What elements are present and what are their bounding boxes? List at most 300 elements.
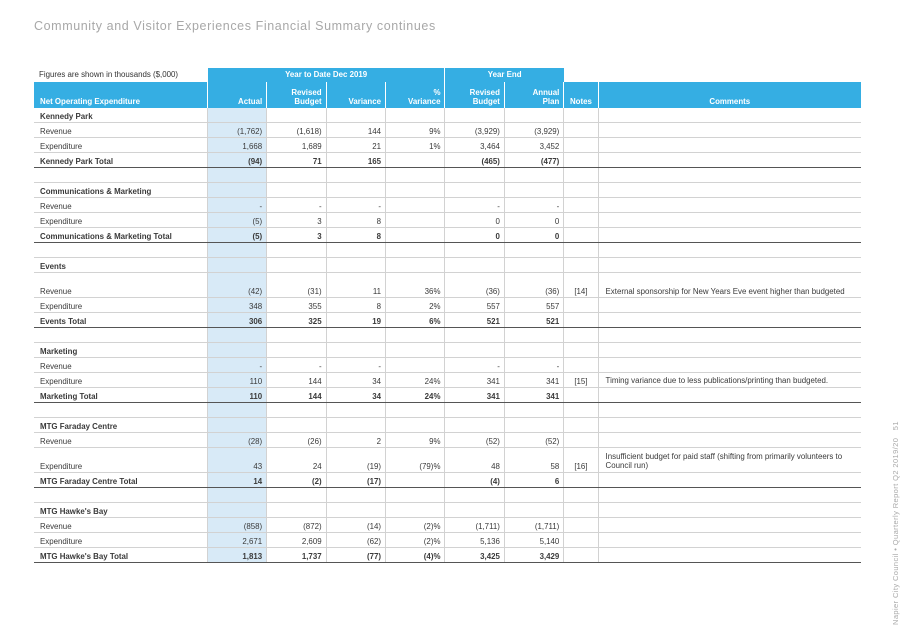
cell-actual: 110 [207,387,266,402]
table-row [34,358,861,373]
row-label: Revenue [34,198,207,213]
cell-revised-budget-ytd: (26) [267,432,326,447]
row-label: Expenditure [34,447,207,472]
cell-annual-plan: 3,429 [504,547,563,562]
cell-revised-budget-ye [445,242,504,257]
cell-actual: (42) [207,273,266,298]
column-header-row [34,82,861,108]
cell-variance: (17) [326,472,385,487]
cell-actual: 14 [207,472,266,487]
table-row [34,432,861,447]
cell-annual-plan: 341 [504,372,563,387]
row-label: Kennedy Park Total [34,153,207,168]
cell-actual [207,183,266,198]
cell-annual-plan: 557 [504,298,563,313]
row-label: MTG Hawke's Bay [34,503,207,518]
row-label [34,487,207,502]
cell-revised-budget-ytd: 71 [267,153,326,168]
cell-comment: Timing variance due to less publications/printing than budgeted. [598,372,861,387]
cell-variance [326,327,385,342]
cell-actual [207,418,266,433]
cell-actual [207,258,266,273]
cell-annual-plan [504,327,563,342]
row-label: Expenditure [34,138,207,153]
row-label: Events [34,258,207,273]
cell-revised-budget-ytd [267,402,326,417]
year-end-group-header: Year End [445,68,564,82]
row-label: Revenue [34,517,207,532]
cell-annual-plan: (477) [504,153,563,168]
cell-annual-plan: - [504,198,563,213]
cell-comment [598,198,861,213]
spacer-row [34,402,861,417]
cell-pct-variance [386,228,445,243]
cell-actual: 306 [207,313,266,328]
cell-actual: - [207,358,266,373]
cell-actual [207,108,266,123]
cell-notes: [14] [564,273,598,298]
cell-variance [326,242,385,257]
cell-revised-budget-ye: (4) [445,472,504,487]
cell-annual-plan [504,487,563,502]
total-row [34,472,861,487]
cell-comment [598,487,861,502]
cell-actual [207,242,266,257]
section-row [34,343,861,358]
row-label: Revenue [34,432,207,447]
cell-revised-budget-ye: 48 [445,447,504,472]
cell-annual-plan [504,183,563,198]
cell-comment [598,503,861,518]
col-header-revised-budget-ytd: Revised Budget [267,82,326,108]
cell-comment [598,472,861,487]
cell-variance: - [326,358,385,373]
row-label: Revenue [34,358,207,373]
cell-notes [564,327,598,342]
cell-pct-variance [386,402,445,417]
row-label: Communications & Marketing Total [34,228,207,243]
col-header-variance: Variance [326,82,385,108]
cell-revised-budget-ye: 3,425 [445,547,504,562]
financial-summary-table [34,68,861,563]
cell-comment [598,108,861,123]
cell-revised-budget-ytd [267,258,326,273]
cell-variance: 34 [326,372,385,387]
cell-variance [326,503,385,518]
section-row [34,258,861,273]
cell-actual: (5) [207,213,266,228]
cell-revised-budget-ye [445,503,504,518]
cell-notes [564,532,598,547]
cell-comment [598,183,861,198]
cell-revised-budget-ytd: 144 [267,372,326,387]
cell-annual-plan [504,343,563,358]
cell-actual [207,402,266,417]
cell-variance: 8 [326,298,385,313]
cell-annual-plan [504,242,563,257]
cell-revised-budget-ytd [267,503,326,518]
row-label [34,402,207,417]
cell-annual-plan: 521 [504,313,563,328]
cell-annual-plan: 0 [504,228,563,243]
cell-comment [598,358,861,373]
cell-pct-variance: 24% [386,372,445,387]
section-row [34,108,861,123]
cell-pct-variance [386,168,445,183]
cell-annual-plan: (36) [504,273,563,298]
cell-annual-plan [504,503,563,518]
cell-actual: (94) [207,153,266,168]
cell-revised-budget-ytd: 24 [267,447,326,472]
cell-variance: (62) [326,532,385,547]
cell-variance [326,258,385,273]
total-row [34,313,861,328]
cell-revised-budget-ye: (465) [445,153,504,168]
col-header-revised-budget-ye: Revised Budget [445,82,504,108]
cell-actual [207,343,266,358]
row-label: MTG Faraday Centre [34,418,207,433]
cell-actual: 348 [207,298,266,313]
cell-revised-budget-ytd [267,168,326,183]
cell-revised-budget-ye: 5,136 [445,532,504,547]
cell-notes [564,198,598,213]
cell-pct-variance [386,198,445,213]
cell-notes [564,418,598,433]
cell-revised-budget-ytd [267,327,326,342]
cell-comment [598,213,861,228]
row-label: Expenditure [34,213,207,228]
total-row [34,228,861,243]
cell-annual-plan [504,108,563,123]
page-title: Community and Visitor Experiences Financial Summary continues [34,19,436,33]
cell-pct-variance: (2)% [386,517,445,532]
cell-comment [598,298,861,313]
cell-revised-budget-ye: (52) [445,432,504,447]
cell-pct-variance [386,183,445,198]
cell-actual: 2,671 [207,532,266,547]
cell-revised-budget-ytd: - [267,358,326,373]
cell-annual-plan [504,168,563,183]
cell-revised-budget-ytd [267,418,326,433]
col-header-label: Net Operating Expenditure [34,82,207,108]
cell-revised-budget-ytd [267,343,326,358]
cell-revised-budget-ytd: 1,689 [267,138,326,153]
cell-pct-variance [386,327,445,342]
cell-actual [207,327,266,342]
cell-revised-budget-ye [445,183,504,198]
cell-revised-budget-ye: (36) [445,273,504,298]
cell-notes [564,547,598,562]
cell-pct-variance [386,418,445,433]
cell-annual-plan: (52) [504,432,563,447]
cell-variance: 19 [326,313,385,328]
cell-annual-plan: (1,711) [504,517,563,532]
cell-pct-variance: 6% [386,313,445,328]
row-label [34,327,207,342]
side-footer [891,421,900,625]
report-name: Napier City Council • Quarterly Report Q2 2019/20 [891,437,900,625]
cell-pct-variance [386,108,445,123]
cell-comment [598,228,861,243]
cell-variance: 2 [326,432,385,447]
table-row [34,298,861,313]
cell-variance [326,183,385,198]
cell-pct-variance [386,358,445,373]
table-row [34,532,861,547]
cell-comment [598,547,861,562]
cell-comment [598,242,861,257]
table-row [34,213,861,228]
cell-variance: 8 [326,213,385,228]
cell-pct-variance: 1% [386,138,445,153]
cell-revised-budget-ye: 557 [445,298,504,313]
cell-revised-budget-ye: 341 [445,372,504,387]
cell-variance: 21 [326,138,385,153]
cell-notes [564,153,598,168]
table-row [34,198,861,213]
col-header-actual: Actual [207,82,266,108]
cell-notes [564,213,598,228]
cell-pct-variance: (79)% [386,447,445,472]
spacer-row [34,242,861,257]
cell-variance: (77) [326,547,385,562]
cell-annual-plan: - [504,358,563,373]
cell-variance [326,487,385,502]
cell-actual: (28) [207,432,266,447]
cell-revised-budget-ye: (1,711) [445,517,504,532]
table-row [34,447,861,472]
cell-pct-variance [386,153,445,168]
cell-comment [598,327,861,342]
cell-pct-variance [386,503,445,518]
cell-annual-plan: 5,140 [504,532,563,547]
cell-comment [598,402,861,417]
cell-revised-budget-ytd [267,242,326,257]
cell-comment [598,432,861,447]
row-label [34,242,207,257]
cell-pct-variance: 2% [386,298,445,313]
cell-comment [598,343,861,358]
spacer-row [34,487,861,502]
cell-comment [598,258,861,273]
cell-notes [564,258,598,273]
spacer-row [34,327,861,342]
cell-revised-budget-ye: 341 [445,387,504,402]
cell-comment [598,123,861,138]
cell-annual-plan: 6 [504,472,563,487]
cell-pct-variance: (4)% [386,547,445,562]
cell-pct-variance [386,242,445,257]
cell-notes [564,138,598,153]
table-row [34,273,861,298]
cell-annual-plan: 3,452 [504,138,563,153]
cell-notes: [15] [564,372,598,387]
cell-pct-variance: 36% [386,273,445,298]
table-row [34,123,861,138]
table-body [34,108,861,562]
cell-comment [598,532,861,547]
cell-pct-variance [386,258,445,273]
table-row [34,138,861,153]
cell-notes [564,503,598,518]
cell-notes [564,168,598,183]
cell-revised-budget-ytd: (872) [267,517,326,532]
figures-note: Figures are shown in thousands ($,000) [39,70,179,79]
total-row [34,153,861,168]
cell-comment [598,153,861,168]
cell-actual: (5) [207,228,266,243]
row-label: Marketing Total [34,387,207,402]
row-label: Revenue [34,273,207,298]
spacer-row [34,168,861,183]
cell-pct-variance: 9% [386,123,445,138]
cell-notes [564,343,598,358]
cell-revised-budget-ye [445,168,504,183]
cell-actual [207,503,266,518]
cell-notes [564,313,598,328]
cell-revised-budget-ytd [267,183,326,198]
cell-annual-plan: 0 [504,213,563,228]
cell-notes [564,432,598,447]
cell-comment: External sponsorship for New Years Eve event higher than budgeted [598,273,861,298]
cell-revised-budget-ye [445,487,504,502]
col-header-annual-plan: Annual Plan [504,82,563,108]
cell-variance: 34 [326,387,385,402]
cell-notes [564,472,598,487]
cell-revised-budget-ytd: (1,618) [267,123,326,138]
row-label: Communications & Marketing [34,183,207,198]
table-row [34,517,861,532]
cell-revised-budget-ye: 0 [445,213,504,228]
cell-revised-budget-ytd: - [267,198,326,213]
cell-revised-budget-ye: 0 [445,228,504,243]
row-label: MTG Hawke's Bay Total [34,547,207,562]
cell-actual: - [207,198,266,213]
cell-revised-budget-ytd: 3 [267,213,326,228]
cell-revised-budget-ytd: 144 [267,387,326,402]
col-header-notes: Notes [564,82,598,108]
cell-revised-budget-ytd: 355 [267,298,326,313]
cell-actual: (1,762) [207,123,266,138]
row-label: Expenditure [34,372,207,387]
cell-revised-budget-ytd: (2) [267,472,326,487]
cell-notes [564,487,598,502]
cell-pct-variance: 9% [386,432,445,447]
cell-actual: 43 [207,447,266,472]
cell-revised-budget-ytd: 1,737 [267,547,326,562]
cell-notes [564,228,598,243]
cell-annual-plan: 341 [504,387,563,402]
cell-pct-variance [386,487,445,502]
row-label: Revenue [34,123,207,138]
cell-revised-budget-ytd: (31) [267,273,326,298]
cell-comment [598,387,861,402]
cell-actual: (858) [207,517,266,532]
col-header-pct-variance: % Variance [386,82,445,108]
cell-variance [326,418,385,433]
cell-revised-budget-ye: 3,464 [445,138,504,153]
total-row [34,387,861,402]
cell-actual [207,487,266,502]
cell-variance: (14) [326,517,385,532]
cell-comment [598,313,861,328]
cell-revised-budget-ye: - [445,198,504,213]
table-row [34,372,861,387]
cell-pct-variance [386,213,445,228]
cell-notes [564,358,598,373]
cell-annual-plan [504,258,563,273]
cell-comment: Insufficient budget for paid staff (shifting from primarily volunteers to Council run) [598,447,861,472]
total-row [34,547,861,562]
cell-revised-budget-ye [445,108,504,123]
cell-actual: 110 [207,372,266,387]
cell-variance [326,402,385,417]
row-label: MTG Faraday Centre Total [34,472,207,487]
cell-variance: 144 [326,123,385,138]
cell-notes [564,183,598,198]
cell-pct-variance: 24% [386,387,445,402]
cell-variance: - [326,198,385,213]
cell-revised-budget-ytd [267,108,326,123]
section-row [34,503,861,518]
cell-revised-budget-ye [445,258,504,273]
cell-revised-budget-ye [445,418,504,433]
cell-notes [564,108,598,123]
col-header-comments: Comments [598,82,861,108]
page-number: 51 [891,421,900,431]
cell-revised-budget-ytd: 325 [267,313,326,328]
cell-annual-plan: (3,929) [504,123,563,138]
cell-notes [564,387,598,402]
cell-revised-budget-ye: 521 [445,313,504,328]
cell-pct-variance [386,472,445,487]
cell-comment [598,418,861,433]
cell-actual [207,168,266,183]
cell-notes [564,402,598,417]
row-label: Expenditure [34,298,207,313]
group-header-row [34,68,861,82]
cell-pct-variance [386,343,445,358]
section-row [34,418,861,433]
cell-revised-budget-ytd: 2,609 [267,532,326,547]
cell-revised-budget-ytd: 3 [267,228,326,243]
cell-revised-budget-ytd [267,487,326,502]
cell-comment [598,517,861,532]
cell-variance: 11 [326,273,385,298]
section-row [34,183,861,198]
cell-variance [326,108,385,123]
row-label [34,168,207,183]
cell-revised-budget-ye: - [445,358,504,373]
row-label: Marketing [34,343,207,358]
cell-variance [326,343,385,358]
cell-revised-budget-ye [445,402,504,417]
row-label: Events Total [34,313,207,328]
cell-notes: [16] [564,447,598,472]
ytd-group-header: Year to Date Dec 2019 [207,68,445,82]
cell-pct-variance: (2)% [386,532,445,547]
cell-notes [564,242,598,257]
row-label: Expenditure [34,532,207,547]
cell-variance [326,168,385,183]
cell-annual-plan: 58 [504,447,563,472]
cell-actual: 1,668 [207,138,266,153]
cell-notes [564,517,598,532]
cell-variance: 8 [326,228,385,243]
cell-comment [598,168,861,183]
cell-annual-plan [504,402,563,417]
cell-comment [598,138,861,153]
